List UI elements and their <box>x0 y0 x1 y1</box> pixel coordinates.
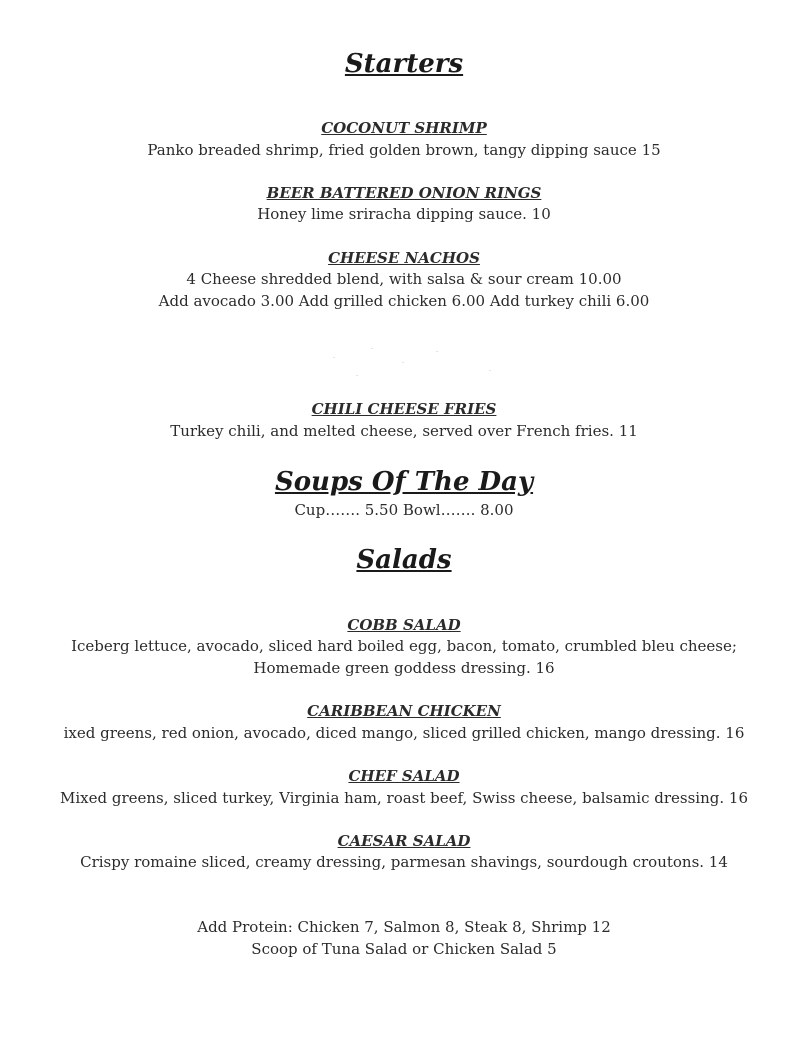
faint-speck <box>371 348 373 349</box>
item-description-onion-rings: Honey lime sriracha dipping sauce. 10 <box>257 205 551 223</box>
add-protein-line: Add Protein: Chicken 7, Salmon 8, Steak 8, Shrimp 12 <box>197 918 611 936</box>
scoop-salad-line: Scoop of Tuna Salad or Chicken Salad 5 <box>251 940 557 958</box>
faint-speck <box>436 351 438 352</box>
item-description-cheese-nachos: 4 Cheese shredded blend, with salsa & sour cream 10.00 <box>186 270 622 288</box>
item-title-cobb-salad: COBB SALAD <box>347 616 461 634</box>
item-title-cheese-nachos: CHEESE NACHOS <box>328 249 480 267</box>
item-description-caesar-salad: Crispy romaine sliced, creamy dressing, parmesan shavings, sourdough croutons. 14 <box>80 853 728 871</box>
item-title-caribbean-chicken: CARIBBEAN CHICKEN <box>307 702 501 720</box>
item-description-chef-salad: Mixed greens, sliced turkey, Virginia ham, roast beef, Swiss cheese, balsamic dressing. 16 <box>60 789 748 807</box>
item-description-cobb-salad: Iceberg lettuce, avocado, sliced hard boiled egg, bacon, tomato, crumbled bleu cheese; <box>71 637 737 655</box>
item-description-cobb-salad-dressing: Homemade green goddess dressing. 16 <box>253 659 555 677</box>
soups-heading: Soups Of The Day <box>274 467 534 497</box>
item-description-coconut-shrimp: Panko breaded shrimp, fried golden brown, tangy dipping sauce 15 <box>147 141 661 159</box>
item-title-caesar-salad: CAESAR SALAD <box>337 832 471 850</box>
item-description-caribbean-chicken: ixed greens, red onion, avocado, diced mango, sliced grilled chicken, mango dressing. 16 <box>63 724 745 742</box>
item-title-chili-cheese-fries: CHILI CHEESE FRIES <box>311 400 497 418</box>
soups-prices: Cup……. 5.50 Bowl……. 8.00 <box>294 501 514 519</box>
faint-speck <box>402 362 404 363</box>
faint-speck <box>489 370 491 371</box>
salads-heading: Salads <box>356 545 452 575</box>
item-title-onion-rings: BEER BATTERED ONION RINGS <box>266 184 542 202</box>
item-description-chili-cheese-fries: Turkey chili, and melted cheese, served over French fries. 11 <box>170 422 638 440</box>
starters-heading: Starters <box>344 49 464 79</box>
item-title-coconut-shrimp: COCONUT SHRIMP <box>321 119 487 137</box>
faint-speck <box>333 357 335 358</box>
faint-speck <box>356 375 358 376</box>
item-addons-cheese-nachos: Add avocado 3.00 Add grilled chicken 6.00 Add turkey chili 6.00 <box>158 292 650 310</box>
item-title-chef-salad: CHEF SALAD <box>348 767 460 785</box>
